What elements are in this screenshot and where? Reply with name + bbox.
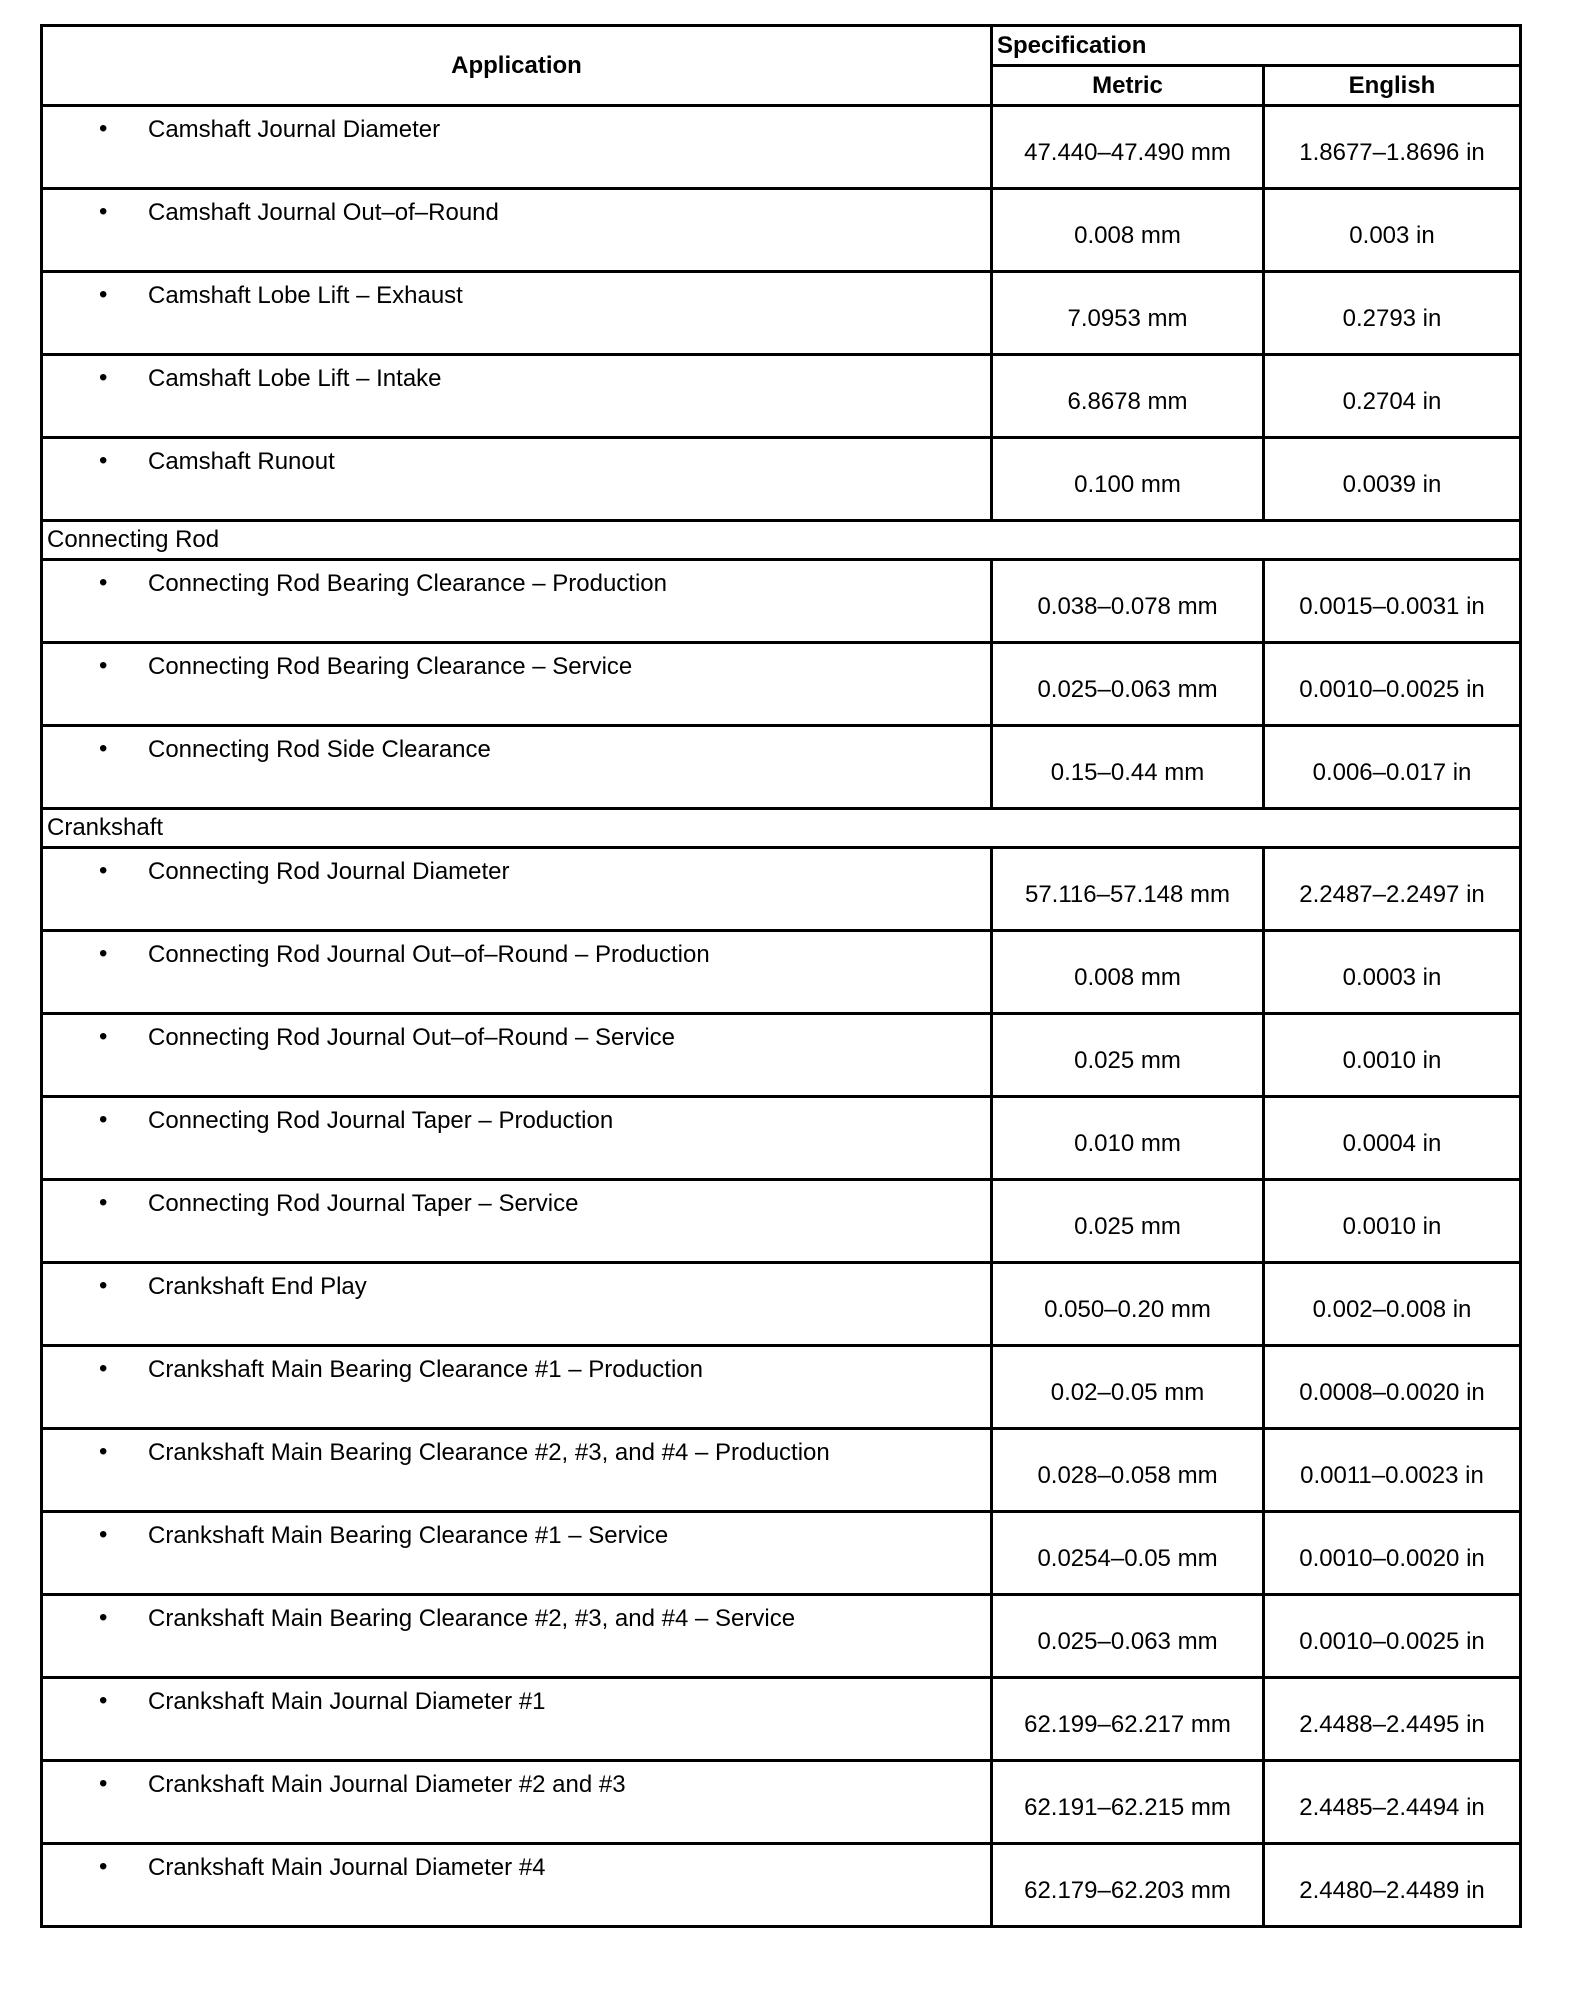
english-value: 2.4488–2.4495 in xyxy=(1264,1678,1521,1761)
section-row xyxy=(42,809,1521,848)
application-label: Crankshaft Main Bearing Clearance #1 – Service xyxy=(148,1522,669,1549)
application-label: Connecting Rod Journal Taper – Service xyxy=(148,1190,579,1217)
bullet-icon: • xyxy=(99,1355,108,1382)
application-cell xyxy=(42,355,992,438)
english-value: 0.0015–0.0031 in xyxy=(1264,560,1521,643)
bullet-icon: • xyxy=(99,1521,108,1548)
metric-value: 0.025–0.063 mm xyxy=(992,1595,1264,1678)
english-value: 2.4480–2.4489 in xyxy=(1264,1844,1521,1927)
application-cell xyxy=(42,106,992,189)
table-row xyxy=(42,1180,1521,1263)
metric-value: 0.15–0.44 mm xyxy=(992,726,1264,809)
bullet-icon: • xyxy=(99,281,108,308)
table-row xyxy=(42,1014,1521,1097)
metric-value: 0.028–0.058 mm xyxy=(992,1429,1264,1512)
english-value: 0.2704 in xyxy=(1264,355,1521,438)
bullet-icon: • xyxy=(99,447,108,474)
table-row xyxy=(42,1346,1521,1429)
english-header: English xyxy=(1264,66,1521,106)
application-label: Crankshaft Main Journal Diameter #1 xyxy=(148,1688,546,1715)
table-header xyxy=(42,26,1521,106)
table-row xyxy=(42,1844,1521,1927)
table-row xyxy=(42,1512,1521,1595)
metric-value: 0.025–0.063 mm xyxy=(992,643,1264,726)
table-row xyxy=(42,560,1521,643)
metric-value: 0.008 mm xyxy=(992,189,1264,272)
application-cell xyxy=(42,189,992,272)
english-value: 0.0011–0.0023 in xyxy=(1264,1429,1521,1512)
bullet-icon: • xyxy=(99,569,108,596)
table-row xyxy=(42,1678,1521,1761)
metric-value: 62.191–62.215 mm xyxy=(992,1761,1264,1844)
bullet-icon: • xyxy=(99,1687,108,1714)
bullet-icon: • xyxy=(99,940,108,967)
application-label: Crankshaft Main Bearing Clearance #1 – Production xyxy=(148,1356,703,1383)
application-cell xyxy=(42,726,992,809)
english-value: 2.2487–2.2497 in xyxy=(1264,848,1521,931)
application-label: Connecting Rod Journal Out–of–Round – Service xyxy=(148,1024,675,1051)
table-row xyxy=(42,438,1521,521)
table-row xyxy=(42,1761,1521,1844)
application-label: Camshaft Lobe Lift – Intake xyxy=(148,365,442,392)
application-cell xyxy=(42,1180,992,1263)
english-value: 0.0010 in xyxy=(1264,1014,1521,1097)
english-value: 0.006–0.017 in xyxy=(1264,726,1521,809)
english-value: 0.0010 in xyxy=(1264,1180,1521,1263)
application-label: Camshaft Journal Diameter xyxy=(148,116,441,143)
bullet-icon: • xyxy=(99,1272,108,1299)
english-value: 0.0010–0.0025 in xyxy=(1264,1595,1521,1678)
bullet-icon: • xyxy=(99,1189,108,1216)
application-cell xyxy=(42,1014,992,1097)
english-value: 0.0003 in xyxy=(1264,931,1521,1014)
table-row xyxy=(42,643,1521,726)
application-cell xyxy=(42,1844,992,1927)
table-row xyxy=(42,189,1521,272)
table-row xyxy=(42,272,1521,355)
metric-value: 57.116–57.148 mm xyxy=(992,848,1264,931)
table-row xyxy=(42,106,1521,189)
table-row xyxy=(42,1097,1521,1180)
application-label: Crankshaft Main Journal Diameter #4 xyxy=(148,1854,546,1881)
english-value: 0.0004 in xyxy=(1264,1097,1521,1180)
table-row xyxy=(42,1595,1521,1678)
metric-value: 62.179–62.203 mm xyxy=(992,1844,1264,1927)
bullet-icon: • xyxy=(99,735,108,762)
english-value: 1.8677–1.8696 in xyxy=(1264,106,1521,189)
metric-value: 0.010 mm xyxy=(992,1097,1264,1180)
application-cell xyxy=(42,1263,992,1346)
bullet-icon: • xyxy=(99,1604,108,1631)
english-value: 0.0010–0.0025 in xyxy=(1264,643,1521,726)
application-cell xyxy=(42,1761,992,1844)
application-label: Camshaft Runout xyxy=(148,448,335,475)
english-value: 0.0008–0.0020 in xyxy=(1264,1346,1521,1429)
english-value: 0.0039 in xyxy=(1264,438,1521,521)
metric-value: 0.02–0.05 mm xyxy=(992,1346,1264,1429)
section-row xyxy=(42,521,1521,560)
application-label: Connecting Rod Journal Out–of–Round – Production xyxy=(148,941,710,968)
metric-value: 6.8678 mm xyxy=(992,355,1264,438)
application-cell xyxy=(42,272,992,355)
application-cell xyxy=(42,438,992,521)
application-label: Connecting Rod Side Clearance xyxy=(148,736,491,763)
application-cell xyxy=(42,1512,992,1595)
bullet-icon: • xyxy=(99,1770,108,1797)
table-row xyxy=(42,726,1521,809)
english-value: 0.2793 in xyxy=(1264,272,1521,355)
application-cell xyxy=(42,931,992,1014)
metric-value: 0.100 mm xyxy=(992,438,1264,521)
section-heading: Crankshaft xyxy=(42,809,1521,848)
application-label: Crankshaft End Play xyxy=(148,1273,367,1300)
section-heading: Connecting Rod xyxy=(42,521,1521,560)
english-value: 0.003 in xyxy=(1264,189,1521,272)
metric-value: 0.050–0.20 mm xyxy=(992,1263,1264,1346)
bullet-icon: • xyxy=(99,115,108,142)
specification-table xyxy=(40,24,1522,1928)
bullet-icon: • xyxy=(99,857,108,884)
metric-value: 0.025 mm xyxy=(992,1014,1264,1097)
application-cell xyxy=(42,1346,992,1429)
metric-value: 0.025 mm xyxy=(992,1180,1264,1263)
table-row xyxy=(42,1263,1521,1346)
specification-header: Specification xyxy=(992,26,1521,66)
application-cell xyxy=(42,1595,992,1678)
application-label: Connecting Rod Journal Diameter xyxy=(148,858,510,885)
metric-value: 0.0254–0.05 mm xyxy=(992,1512,1264,1595)
metric-value: 0.038–0.078 mm xyxy=(992,560,1264,643)
application-cell xyxy=(42,848,992,931)
application-label: Crankshaft Main Bearing Clearance #2, #3, and #4 – Production xyxy=(148,1439,830,1466)
application-header: Application xyxy=(42,26,992,106)
metric-value: 7.0953 mm xyxy=(992,272,1264,355)
metric-header: Metric xyxy=(992,66,1264,106)
application-cell xyxy=(42,1678,992,1761)
application-label: Crankshaft Main Bearing Clearance #2, #3, and #4 – Service xyxy=(148,1605,796,1632)
application-label: Crankshaft Main Journal Diameter #2 and #3 xyxy=(148,1771,626,1798)
table-body xyxy=(42,106,1521,1927)
bullet-icon: • xyxy=(99,652,108,679)
english-value: 0.002–0.008 in xyxy=(1264,1263,1521,1346)
bullet-icon: • xyxy=(99,1853,108,1880)
header-row-top xyxy=(42,26,1521,66)
metric-value: 62.199–62.217 mm xyxy=(992,1678,1264,1761)
english-value: 2.4485–2.4494 in xyxy=(1264,1761,1521,1844)
bullet-icon: • xyxy=(99,1106,108,1133)
english-value: 0.0010–0.0020 in xyxy=(1264,1512,1521,1595)
table-row xyxy=(42,931,1521,1014)
application-cell xyxy=(42,560,992,643)
application-cell xyxy=(42,643,992,726)
table-row xyxy=(42,355,1521,438)
table-row xyxy=(42,848,1521,931)
bullet-icon: • xyxy=(99,198,108,225)
application-label: Connecting Rod Bearing Clearance – Service xyxy=(148,653,633,680)
metric-value: 47.440–47.490 mm xyxy=(992,106,1264,189)
bullet-icon: • xyxy=(99,1023,108,1050)
table-row xyxy=(42,1429,1521,1512)
application-cell xyxy=(42,1429,992,1512)
application-cell xyxy=(42,1097,992,1180)
metric-value: 0.008 mm xyxy=(992,931,1264,1014)
application-label: Camshaft Lobe Lift – Exhaust xyxy=(148,282,463,309)
bullet-icon: • xyxy=(99,364,108,391)
application-label: Camshaft Journal Out–of–Round xyxy=(148,199,499,226)
bullet-icon: • xyxy=(99,1438,108,1465)
application-label: Connecting Rod Bearing Clearance – Production xyxy=(148,570,667,597)
application-label: Connecting Rod Journal Taper – Production xyxy=(148,1107,614,1134)
